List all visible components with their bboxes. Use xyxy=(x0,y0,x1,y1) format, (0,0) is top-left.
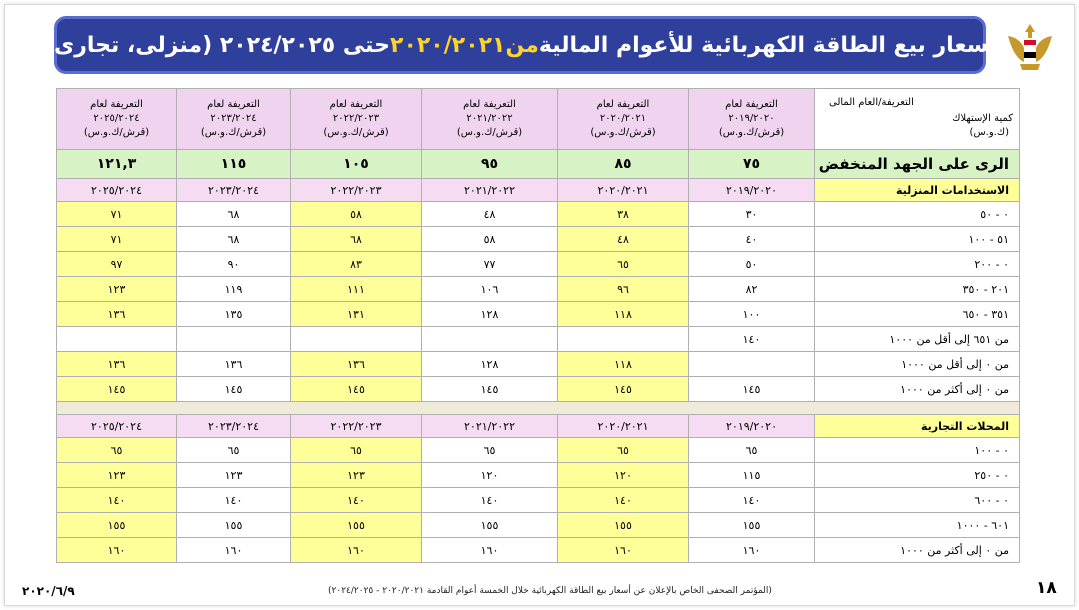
table-cell: ١٣٦ xyxy=(57,302,177,327)
row-label: ٠ - ٥٠ xyxy=(815,202,1020,227)
year-cell: ۲۰۲٤/۲۰۲٥ xyxy=(57,179,177,202)
table-cell: ١٥٥ xyxy=(291,513,422,538)
table-cell: ٩٦ xyxy=(558,277,689,302)
table-cell: ٣٠ xyxy=(689,202,815,227)
year-cell: ۲۰۱۹/۲۰۲۰ xyxy=(689,415,815,438)
table-cell: ٤٠ xyxy=(689,227,815,252)
table-cell: ٩٥ xyxy=(422,150,558,179)
table-cell: ٨٥ xyxy=(558,150,689,179)
table-row xyxy=(57,463,1020,488)
table-cell: ٤٨ xyxy=(558,227,689,252)
table-row xyxy=(57,327,1020,352)
table-cell: ١٥٥ xyxy=(558,513,689,538)
table-cell: ٦٥ xyxy=(558,438,689,463)
table-cell: ٩٧ xyxy=(57,252,177,277)
table-row xyxy=(57,513,1020,538)
table-cell: ١٤٥ xyxy=(177,377,291,402)
table-cell: ٥٠ xyxy=(689,252,815,277)
section-label: المحلات التجارية xyxy=(815,415,1020,438)
table-cell: ١٤٠ xyxy=(291,488,422,513)
corner-bottom-label: (ك.و.س) xyxy=(969,127,1009,138)
row-label: من ٦٥١ إلى أقل من ١٠٠٠ xyxy=(815,327,1020,352)
table-cell: ١٢٣ xyxy=(291,463,422,488)
title-part2: من۲۰۲۰/۲۰۲۱ xyxy=(390,32,539,58)
year-cell: ۲۰۲۰/۲۰۲۱ xyxy=(558,179,689,202)
table-cell: ١٥٥ xyxy=(177,513,291,538)
title-part3: حتى ۲۰۲٤/۲۰۲٥ (منزلى، تجارى) xyxy=(43,32,391,58)
table-row xyxy=(57,538,1020,563)
table-cell: ١٤٠ xyxy=(689,488,815,513)
year-cell: ۲۰۲۱/۲۰۲۲ xyxy=(422,179,558,202)
commercial-section xyxy=(57,415,1020,563)
table-cell: ١١١ xyxy=(291,277,422,302)
eagle-emblem-icon xyxy=(1002,18,1058,74)
table-cell: ١٢٠ xyxy=(558,463,689,488)
irrigation-row xyxy=(57,150,1020,179)
table-cell: ٦٥ xyxy=(291,438,422,463)
table-cell: ٦٨ xyxy=(291,227,422,252)
year-cell: ۲۰۲۱/۲۰۲۲ xyxy=(422,415,558,438)
slide-title xyxy=(43,16,996,74)
table-cell: ٦٥ xyxy=(422,438,558,463)
table-cell: ٤٨ xyxy=(422,202,558,227)
table-cell: ١٠٠ xyxy=(689,302,815,327)
year-cell: ۲۰۲۰/۲۰۲۱ xyxy=(558,415,689,438)
corner-mid-label: كمية الإستهلاك xyxy=(952,113,1013,124)
row-label: ٠ - ٢٠٠ xyxy=(815,252,1020,277)
table-cell: ١٤٥ xyxy=(291,377,422,402)
table-cell: ١٦٠ xyxy=(558,538,689,563)
footer-date: ۲۰۲۰/٦/٩ xyxy=(22,584,75,598)
section-separator xyxy=(57,402,1020,415)
table-cell: ٦٥ xyxy=(177,438,291,463)
row-label: من ٠ إلى أكثر من ١٠٠٠ xyxy=(815,377,1020,402)
table-cell: ١٤٥ xyxy=(558,377,689,402)
header-col: التعريفة لعام ۲۰۱۹/۲۰۲۰ (قرش/ك.و.س) xyxy=(689,89,815,150)
table-row xyxy=(57,352,1020,377)
row-label: ٥١ - ١٠٠ xyxy=(815,227,1020,252)
year-cell: ۲۰۲۳/۲۰۲٤ xyxy=(177,179,291,202)
year-cell: ۲۰۲۳/۲۰۲٤ xyxy=(177,415,291,438)
table-cell: ١٢٨ xyxy=(422,302,558,327)
table-cell: ٦٥ xyxy=(558,252,689,277)
table-cell: ١٥٥ xyxy=(689,513,815,538)
table-row xyxy=(57,488,1020,513)
table-cell: ٣٨ xyxy=(558,202,689,227)
table-cell: ٦٨ xyxy=(177,227,291,252)
table-cell: ٧١ xyxy=(57,227,177,252)
header-col: التعريفة لعام ۲۰۲۱/۲۰۲۲ (قرش/ك.و.س) xyxy=(422,89,558,150)
table-row xyxy=(57,227,1020,252)
table-row xyxy=(57,377,1020,402)
table-cell: ١٤٥ xyxy=(422,377,558,402)
table-cell: ١٢١,٣ xyxy=(57,150,177,179)
table-cell: ١٣١ xyxy=(291,302,422,327)
table-cell: ١٥٥ xyxy=(57,513,177,538)
table-cell: ١٤٠ xyxy=(689,327,815,352)
table-cell: ١٣٦ xyxy=(177,352,291,377)
row-label: من ٠ إلى أقل من ١٠٠٠ xyxy=(815,352,1020,377)
header-corner xyxy=(815,89,1020,150)
header-col: التعريفة لعام ۲۰۲٤/۲۰۲٥ (قرش/ك.و.س) xyxy=(57,89,177,150)
table-cell: ٥٨ xyxy=(422,227,558,252)
table-row xyxy=(57,438,1020,463)
table-cell: ١٦٠ xyxy=(689,538,815,563)
table-cell: ١٦٠ xyxy=(177,538,291,563)
table-cell: ٧٧ xyxy=(422,252,558,277)
residential-section xyxy=(57,179,1020,402)
tariff-table xyxy=(56,88,1020,563)
table-cell: ١٣٦ xyxy=(57,352,177,377)
table-cell xyxy=(177,327,291,352)
corner-top-label: التعريفة/العام المالى xyxy=(829,97,914,108)
table-cell: ٩٠ xyxy=(177,252,291,277)
row-label: ٢٠١ - ٣٥٠ xyxy=(815,277,1020,302)
row-label: ٠ - ٦٠٠ xyxy=(815,488,1020,513)
row-label: ٣٥١ - ٦٥٠ xyxy=(815,302,1020,327)
row-label: من ٠ إلى أكثر من ١٠٠٠ xyxy=(815,538,1020,563)
footer-note: (المؤتمر الصحفى الخاص بالإعلان عن أسعار بيع الطاقة الكهربائية خلال الخمسة أعوام القادمة ۲۰۲۰/۲۰۲۱ - ۲۰۲٤/۲۰۲٥) xyxy=(328,586,772,596)
table-cell: ١٢٠ xyxy=(422,463,558,488)
table-cell xyxy=(57,327,177,352)
table-cell: ٦٥ xyxy=(57,438,177,463)
title-part1: أسعار بيع الطاقة الكهربائية للأعوام المالية xyxy=(538,32,996,58)
table-cell: ١٤٥ xyxy=(689,377,815,402)
year-cell: ۲۰۲٤/۲۰۲٥ xyxy=(57,415,177,438)
table-cell: ١٢٨ xyxy=(422,352,558,377)
page-number: ١٨ xyxy=(1036,578,1057,598)
table-cell: ١٤٠ xyxy=(422,488,558,513)
table-cell: ١٢٣ xyxy=(57,277,177,302)
table-cell xyxy=(689,352,815,377)
table-cell: ١٦٠ xyxy=(57,538,177,563)
table-cell: ١٣٥ xyxy=(177,302,291,327)
row-label: ٠ - ٢٥٠ xyxy=(815,463,1020,488)
table-cell: ١٣٦ xyxy=(291,352,422,377)
section-years-row xyxy=(57,415,1020,438)
table-cell: ١١٨ xyxy=(558,302,689,327)
table-cell: ١٤٠ xyxy=(558,488,689,513)
table-cell: ٦٥ xyxy=(689,438,815,463)
section-label: الاستخدامات المنزلية xyxy=(815,179,1020,202)
section-years-row xyxy=(57,179,1020,202)
year-cell: ۲۰۱۹/۲۰۲۰ xyxy=(689,179,815,202)
table-row xyxy=(57,302,1020,327)
table-cell: ١٠٥ xyxy=(291,150,422,179)
header-row xyxy=(57,89,1020,150)
row-label: ٦٠١ - ١٠٠٠ xyxy=(815,513,1020,538)
table-cell: ١١٨ xyxy=(558,352,689,377)
table-cell xyxy=(422,327,558,352)
row-label: ٠ - ١٠٠ xyxy=(815,438,1020,463)
table-cell: ١١٩ xyxy=(177,277,291,302)
table-cell: ٧١ xyxy=(57,202,177,227)
year-cell: ۲۰۲۲/۲۰۲۳ xyxy=(291,179,422,202)
table-cell: ١٠٦ xyxy=(422,277,558,302)
table-cell: ٧٥ xyxy=(689,150,815,179)
table-cell: ١٢٣ xyxy=(177,463,291,488)
table-cell: ٨٢ xyxy=(689,277,815,302)
year-cell: ۲۰۲۲/۲۰۲۳ xyxy=(291,415,422,438)
table-cell: ٨٣ xyxy=(291,252,422,277)
header-col: التعريفة لعام ۲۰۲۰/۲۰۲۱ (قرش/ك.و.س) xyxy=(558,89,689,150)
table-cell: ١١٥ xyxy=(689,463,815,488)
table-cell: ١٤٥ xyxy=(57,377,177,402)
table-cell: ٦٨ xyxy=(177,202,291,227)
irrigation-label: الرى على الجهد المنخفض xyxy=(815,150,1020,179)
table-cell: ١٦٠ xyxy=(291,538,422,563)
table-row xyxy=(57,252,1020,277)
table-cell: ١٤٠ xyxy=(57,488,177,513)
table-row xyxy=(57,202,1020,227)
table-cell: ١٦٠ xyxy=(422,538,558,563)
table-cell xyxy=(291,327,422,352)
table-cell: ١٥٥ xyxy=(422,513,558,538)
table-cell: ١٢٣ xyxy=(57,463,177,488)
table-cell: ١٤٠ xyxy=(177,488,291,513)
table-row xyxy=(57,277,1020,302)
table-cell: ٥٨ xyxy=(291,202,422,227)
table-cell: ١١٥ xyxy=(177,150,291,179)
header-col: التعريفة لعام ۲۰۲۲/۲۰۲۳ (قرش/ك.و.س) xyxy=(291,89,422,150)
table-cell xyxy=(558,327,689,352)
header-col: التعريفة لعام ۲۰۲۳/۲۰۲٤ (قرش/ك.و.س) xyxy=(177,89,291,150)
